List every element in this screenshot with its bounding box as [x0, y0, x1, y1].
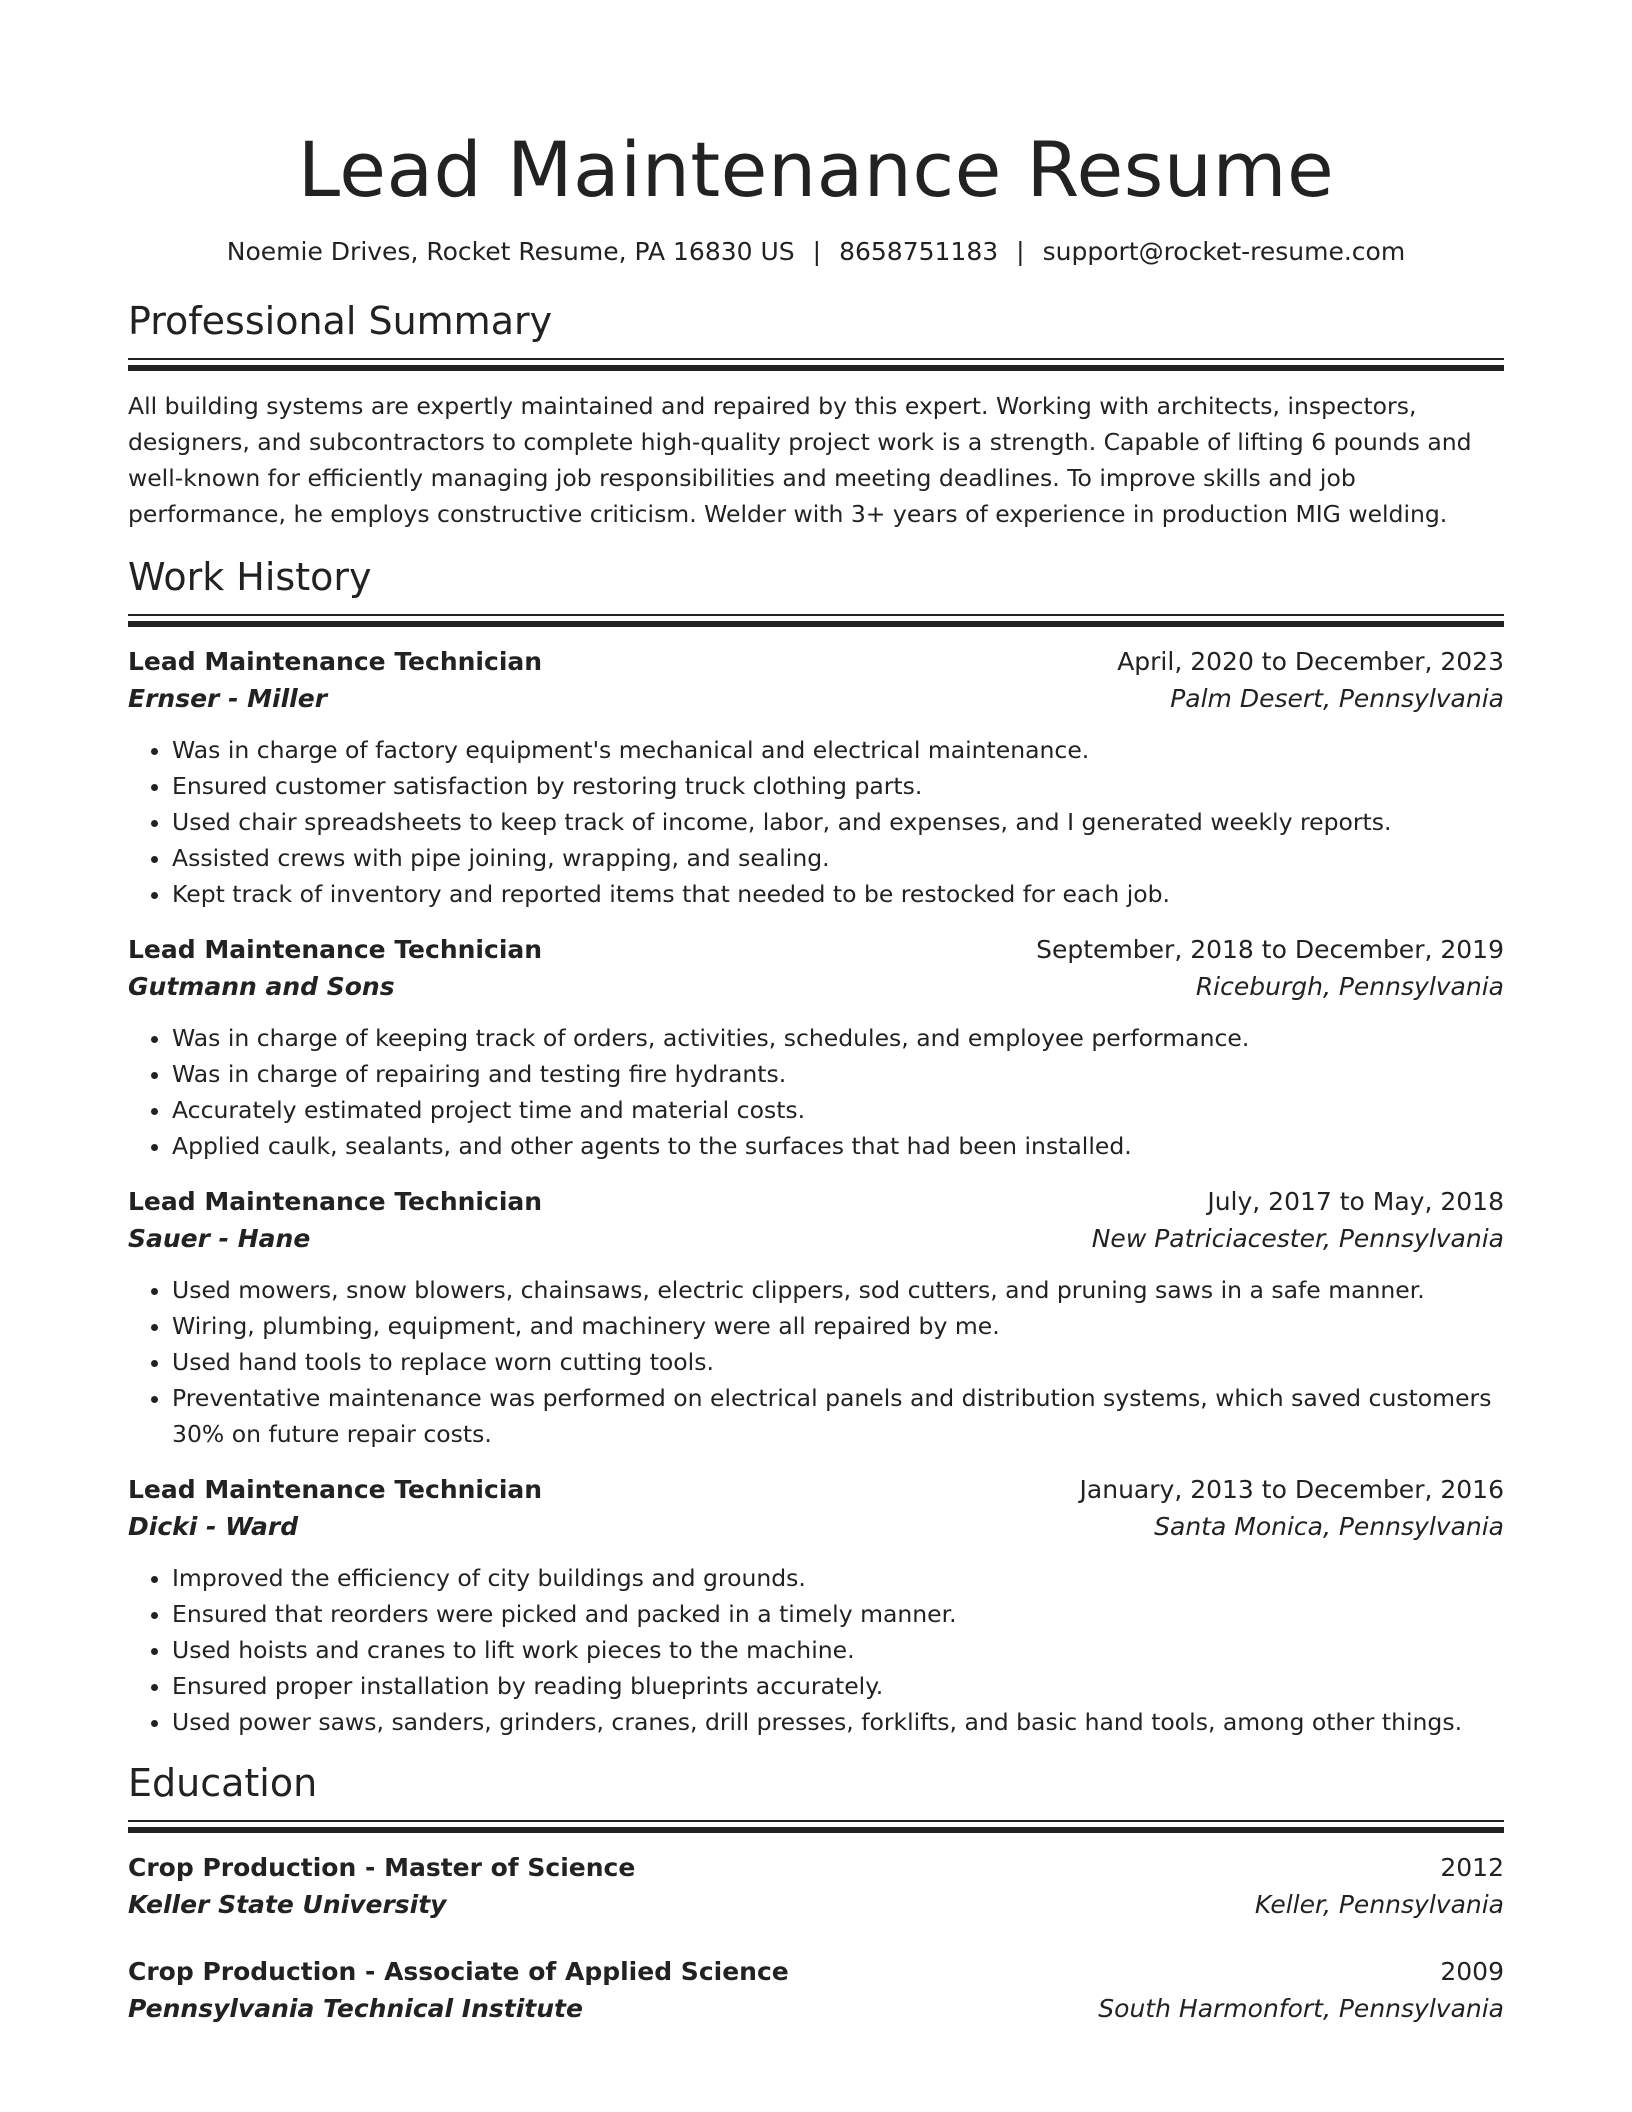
- job-location: New Patriciacester, Pennsylvania: [1091, 1224, 1504, 1253]
- summary-section: [128, 298, 1504, 532]
- section-divider: [128, 614, 1504, 624]
- job-bullet: • Used chair spreadsheets to keep track of income, labor, and expenses, and I generated weekly reports.: [172, 804, 1504, 840]
- job-location: Riceburgh, Pennsylvania: [1195, 972, 1504, 1001]
- job-company-row: [128, 1508, 1504, 1546]
- job-company-row: [128, 1220, 1504, 1258]
- job-bullet: • Improved the efficiency of city buildings and grounds.: [172, 1560, 1504, 1596]
- education-entry: [128, 1850, 1504, 1924]
- job-location: Palm Desert, Pennsylvania: [1170, 684, 1504, 713]
- education-location: Keller, Pennsylvania: [1254, 1890, 1504, 1919]
- job-bullet: • Was in charge of factory equipment's mechanical and electrical maintenance.: [172, 732, 1504, 768]
- education-school-row: [128, 1990, 1504, 2028]
- education-school: Keller State University: [128, 1890, 447, 1919]
- job-bullets: [128, 1272, 1504, 1452]
- job-bullet: • Was in charge of repairing and testing fire hydrants.: [172, 1056, 1504, 1092]
- job-dates: April, 2020 to December, 2023: [1117, 647, 1504, 676]
- job-bullet: • Preventative maintenance was performed on electrical panels and distribution systems, which saved customers 30% on future repair costs.: [172, 1380, 1504, 1452]
- education-location: South Harmonfort, Pennsylvania: [1098, 1994, 1504, 2023]
- job-company-row: [128, 680, 1504, 718]
- job-bullet: • Wiring, plumbing, equipment, and machinery were all repaired by me.: [172, 1308, 1504, 1344]
- section-divider: [128, 358, 1504, 368]
- job-bullet: • Assisted crews with pipe joining, wrapping, and sealing.: [172, 840, 1504, 876]
- job-bullet: • Ensured proper installation by reading blueprints accurately.: [172, 1668, 1504, 1704]
- job-bullet: • Used power saws, sanders, grinders, cranes, drill presses, forklifts, and basic hand tools, among other things.: [172, 1704, 1504, 1740]
- job-company: Gutmann and Sons: [128, 972, 395, 1001]
- job-dates: September, 2018 to December, 2019: [1036, 935, 1504, 964]
- job-bullet: • Was in charge of keeping track of orders, activities, schedules, and employee performance.: [172, 1020, 1504, 1056]
- education-section: [128, 1760, 1504, 2028]
- contact-separator: |: [1016, 237, 1025, 266]
- job-title: Lead Maintenance Technician: [128, 935, 543, 964]
- job-header-row: [128, 1184, 1504, 1220]
- job-bullet: • Accurately estimated project time and material costs.: [172, 1092, 1504, 1128]
- job-bullet: • Applied caulk, sealants, and other agents to the surfaces that had been installed.: [172, 1128, 1504, 1164]
- contact-phone: 8658751183: [839, 237, 999, 266]
- section-divider: [128, 1820, 1504, 1830]
- education-heading: Education: [128, 1761, 318, 1805]
- contact-address: Noemie Drives, Rocket Resume, PA 16830 US: [226, 237, 795, 266]
- job-bullet: • Ensured customer satisfaction by restoring truck clothing parts.: [172, 768, 1504, 804]
- job-bullets: [128, 1020, 1504, 1164]
- job-title: Lead Maintenance Technician: [128, 647, 543, 676]
- job-bullets: [128, 732, 1504, 912]
- job-bullet: • Used hand tools to replace worn cutting tools.: [172, 1344, 1504, 1380]
- education-year: 2012: [1440, 1853, 1504, 1882]
- education-degree: Crop Production - Master of Science: [128, 1853, 636, 1882]
- contact-separator: |: [812, 237, 822, 266]
- job-header-row: [128, 644, 1504, 680]
- education-school-row: [128, 1886, 1504, 1924]
- job-bullet: • Ensured that reorders were picked and packed in a timely manner.: [172, 1596, 1504, 1632]
- summary-text: All building systems are expertly maintained and repaired by this expert. Working with architects, inspectors, designers, and subcontractors to complete high-quality project work is a strength. Capable of lifting 6 pounds and well-known for efficiently managing job responsibilities and meeting deadlines. To improve skills and job performance, he employs constructive criticism. Welder with 3+ years of experience in production MIG welding.: [128, 392, 1472, 528]
- job-entry: [128, 1472, 1504, 1740]
- education-school: Pennsylvania Technical Institute: [128, 1994, 583, 2023]
- job-title: Lead Maintenance Technician: [128, 1475, 543, 1504]
- job-bullet: • Used hoists and cranes to lift work pieces to the machine.: [172, 1632, 1504, 1668]
- job-entry: [128, 932, 1504, 1164]
- resume-title: Lead Maintenance Resume: [297, 125, 1335, 214]
- job-entry: [128, 644, 1504, 912]
- job-title: Lead Maintenance Technician: [128, 1187, 543, 1216]
- education-header-row: [128, 1954, 1504, 1990]
- job-dates: January, 2013 to December, 2016: [1079, 1475, 1504, 1504]
- education-year: 2009: [1440, 1957, 1504, 1986]
- work-history-heading: Work History: [128, 555, 372, 599]
- job-bullet: • Kept track of inventory and reported items that needed to be restocked for each job.: [172, 876, 1504, 912]
- job-company: Sauer - Hane: [128, 1224, 311, 1253]
- job-bullets: [128, 1560, 1504, 1740]
- job-entry: [128, 1184, 1504, 1452]
- job-header-row: [128, 932, 1504, 968]
- job-location: Santa Monica, Pennsylvania: [1154, 1512, 1504, 1541]
- resume-page: [128, 0, 1504, 2028]
- job-company-row: [128, 968, 1504, 1006]
- education-entry: [128, 1954, 1504, 2028]
- education-header-row: [128, 1850, 1504, 1886]
- contact-email: support@rocket-resume.com: [1042, 237, 1406, 266]
- job-company: Ernser - Miller: [128, 684, 328, 713]
- education-degree: Crop Production - Associate of Applied Science: [128, 1957, 789, 1986]
- job-company: Dicki - Ward: [128, 1512, 299, 1541]
- summary-heading: Professional Summary: [128, 299, 553, 343]
- work-history-section: [128, 554, 1504, 1740]
- job-dates: July, 2017 to May, 2018: [1207, 1187, 1504, 1216]
- job-header-row: [128, 1472, 1504, 1508]
- contact-line: [128, 236, 1504, 268]
- job-bullet: • Used mowers, snow blowers, chainsaws, electric clippers, sod cutters, and pruning saws in a safe manner.: [172, 1272, 1504, 1308]
